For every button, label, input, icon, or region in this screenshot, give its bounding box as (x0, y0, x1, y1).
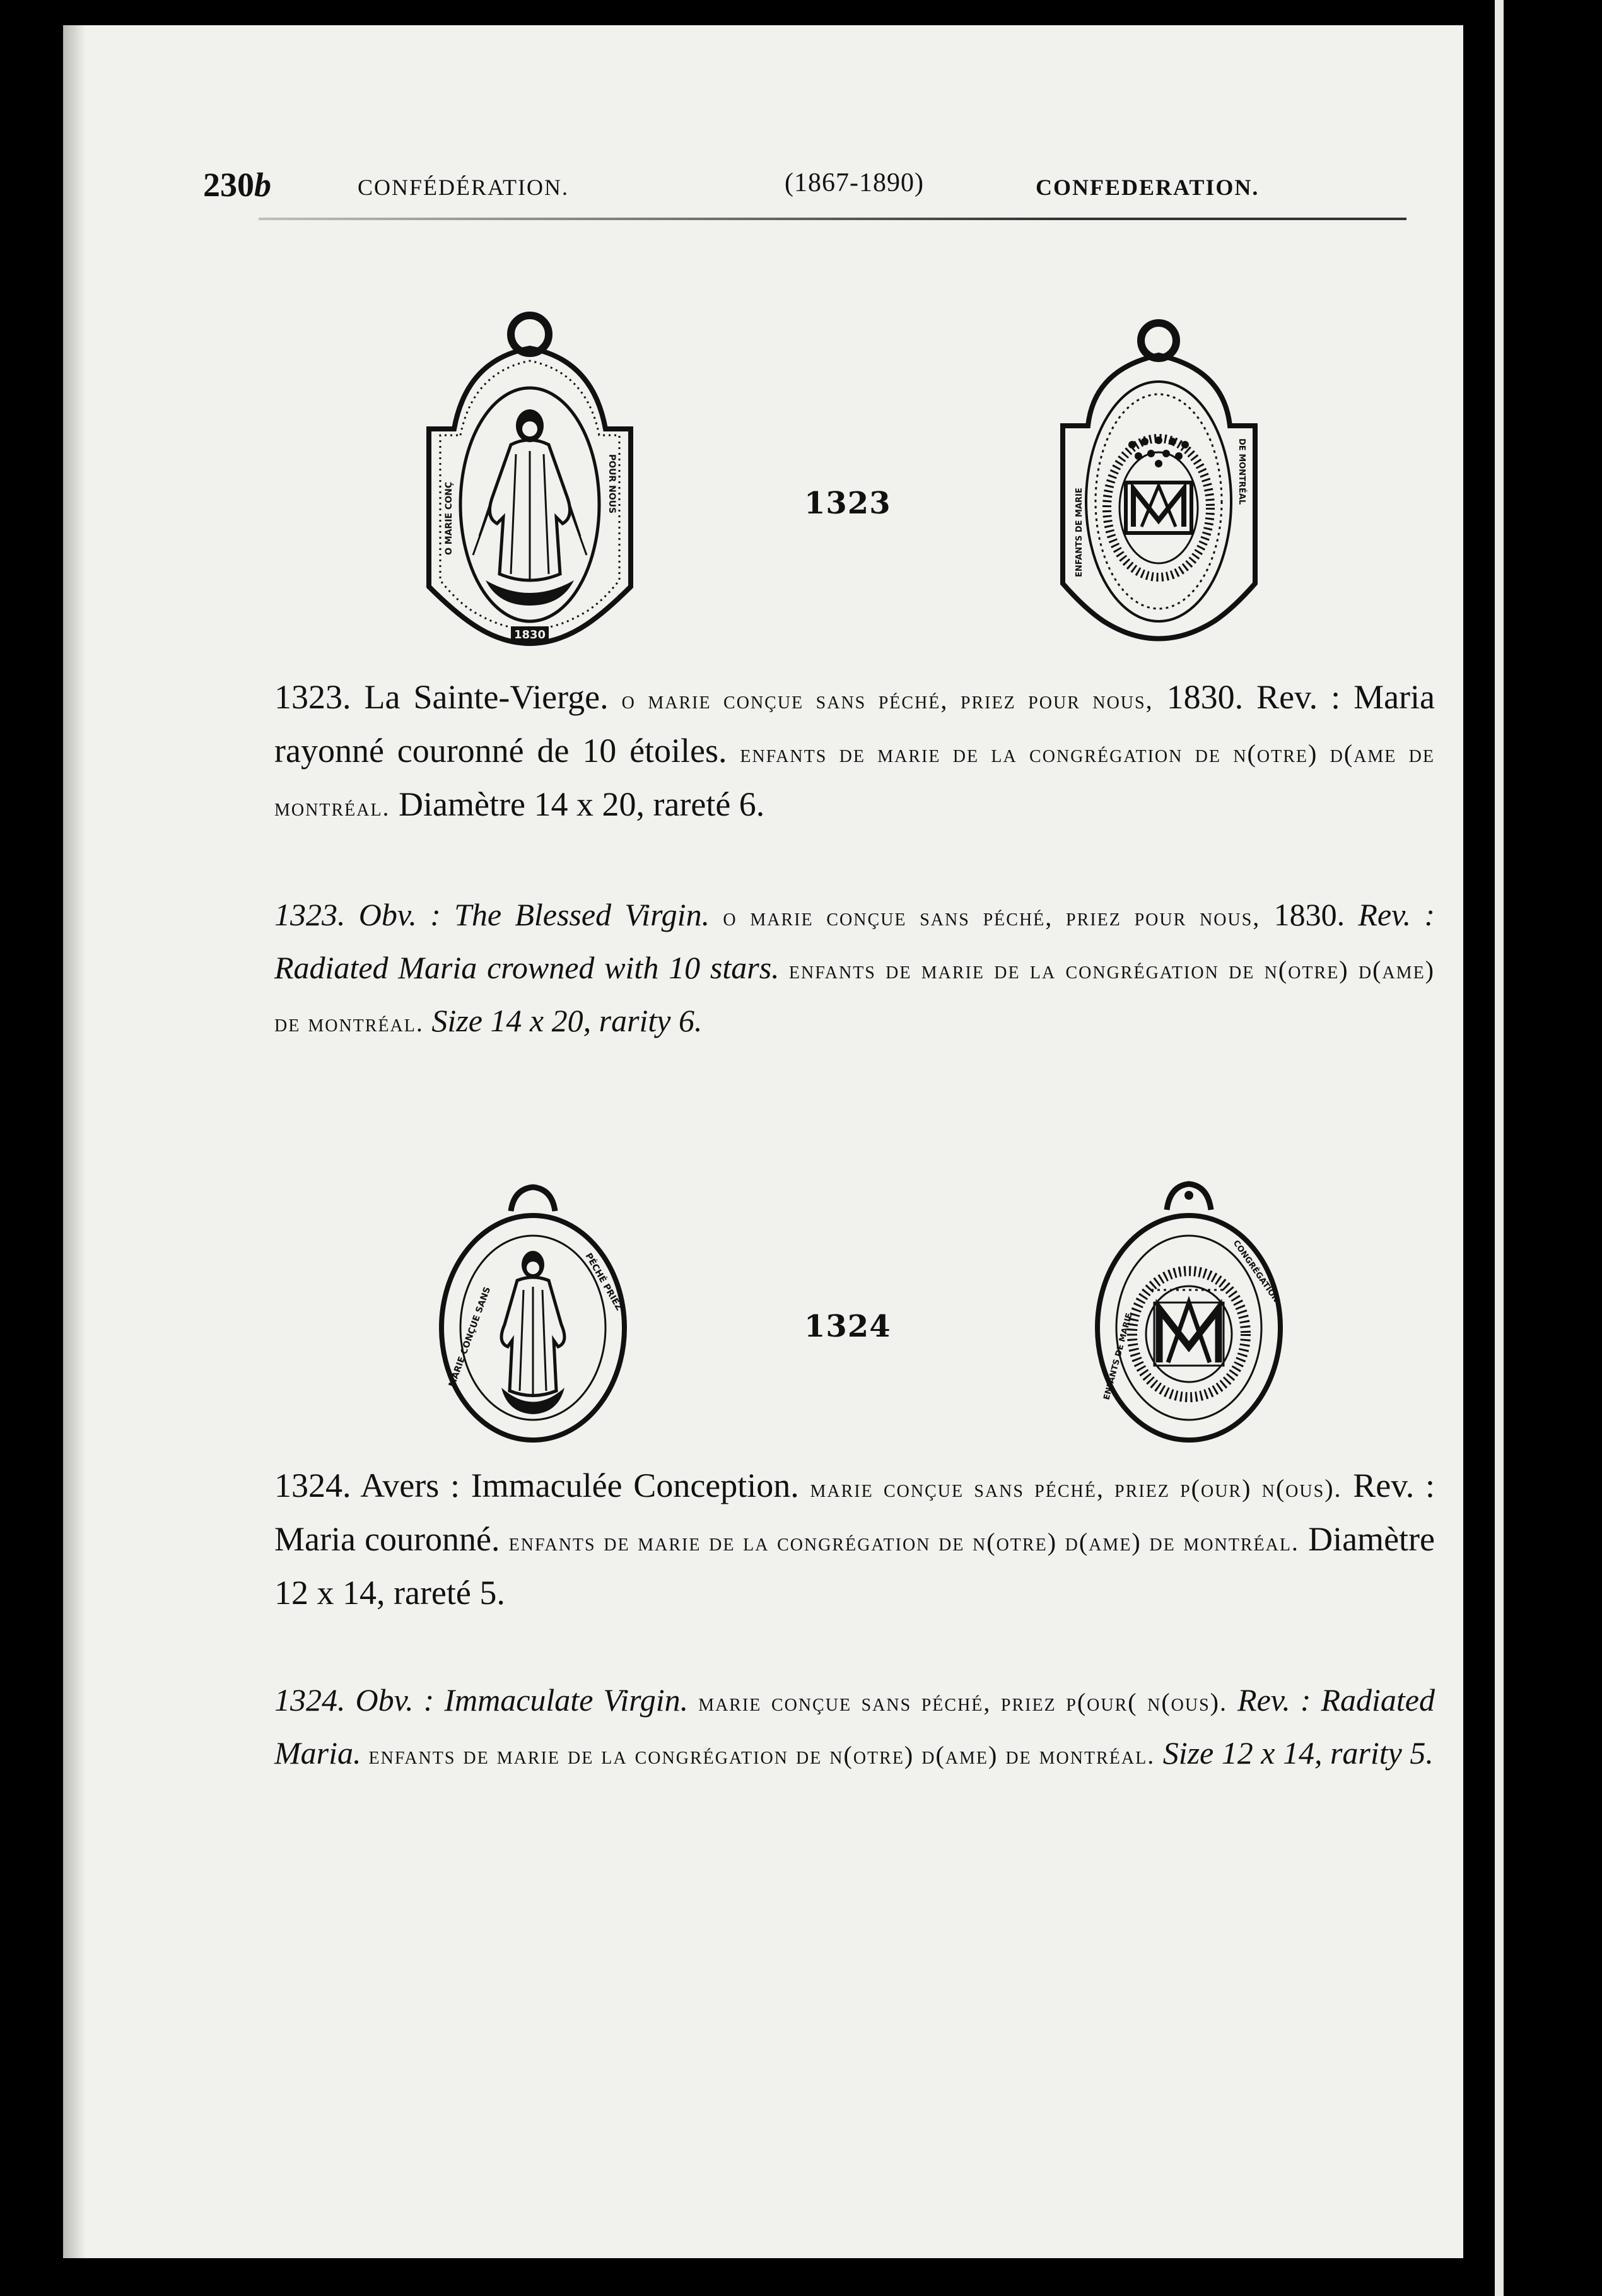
medal-1323-obverse-illustration (416, 309, 643, 662)
page-number: 230b (203, 166, 271, 204)
entry-1323-english: 1323. Obv. : The Blessed Virgin. o marie conçue sans péché, priez pour nous, 1830. Rev. : Radiated Maria crowned with 10 stars. enfants de marie de la congrégation de n(otre) d(ame) de montréal. Size 14 x 20, rarity 6. (274, 897, 1435, 1038)
svg-text:MARIE CONÇUE SANS: MARIE CONÇUE SANS (447, 1286, 493, 1389)
svg-text:O MARIE CONÇ: O MARIE CONÇ (444, 481, 454, 555)
medal-1324-obverse-illustration (435, 1180, 631, 1444)
svg-text:PÉCHÉ PRIEZ: PÉCHÉ PRIEZ (583, 1251, 624, 1313)
header-rule (259, 218, 1406, 220)
svg-text:CONGRÉGATION: CONGRÉGATION (1231, 1238, 1281, 1304)
entry-1324-english: 1324. Obv. : Immaculate Virgin. marie conçue sans péché, priez p(our( n(ous). Rev. : Radiated Maria. enfants de marie de la congrégation de n(otre) d(ame) de montréal. Size 12 x 14, rarity 5. (274, 1682, 1435, 1771)
svg-text:1830: 1830 (513, 628, 546, 641)
running-title-english: CONFEDERATION. (1036, 175, 1260, 200)
plate-number-1324: 1324 (804, 1309, 891, 1344)
svg-text:ENFANTS DE MARIE: ENFANTS DE MARIE (1102, 1312, 1135, 1402)
running-title-french: CONFÉDÉRATION. (358, 175, 570, 200)
svg-text:ENFANTS DE MARIE: ENFANTS DE MARIE (1075, 488, 1084, 577)
running-head (203, 165, 1583, 209)
svg-text:DE MONTRÉAL: DE MONTRÉAL (1237, 438, 1246, 505)
plate-number-1323: 1323 (804, 486, 891, 521)
next-page-edge (1495, 0, 1602, 2296)
medal-1323-reverse-illustration (1050, 312, 1268, 656)
entry-1324-french: 1324. Avers : Immaculée Conception. marie conçue sans péché, priez p(our) n(ous). Rev. : Maria couronné. enfants de marie de la congrégation de n(otre) d(ame) de montréal. Diamètre 12 x 14, rareté 5. (274, 1467, 1435, 1612)
running-dates: (1867-1890) (785, 168, 924, 197)
svg-text:POUR NOUS: POUR NOUS (607, 454, 617, 514)
entry-1323-french: 1323. La Sainte-Vierge. o marie conçue sans péché, priez pour nous, 1830. Rev. : Maria rayonné couronné de 10 étoiles. enfants de marie de la congrégation de n(otre) d(ame de montréal. Diamètre 14 x 20, rareté 6. (274, 678, 1435, 823)
medal-1324-reverse-illustration (1091, 1173, 1287, 1444)
